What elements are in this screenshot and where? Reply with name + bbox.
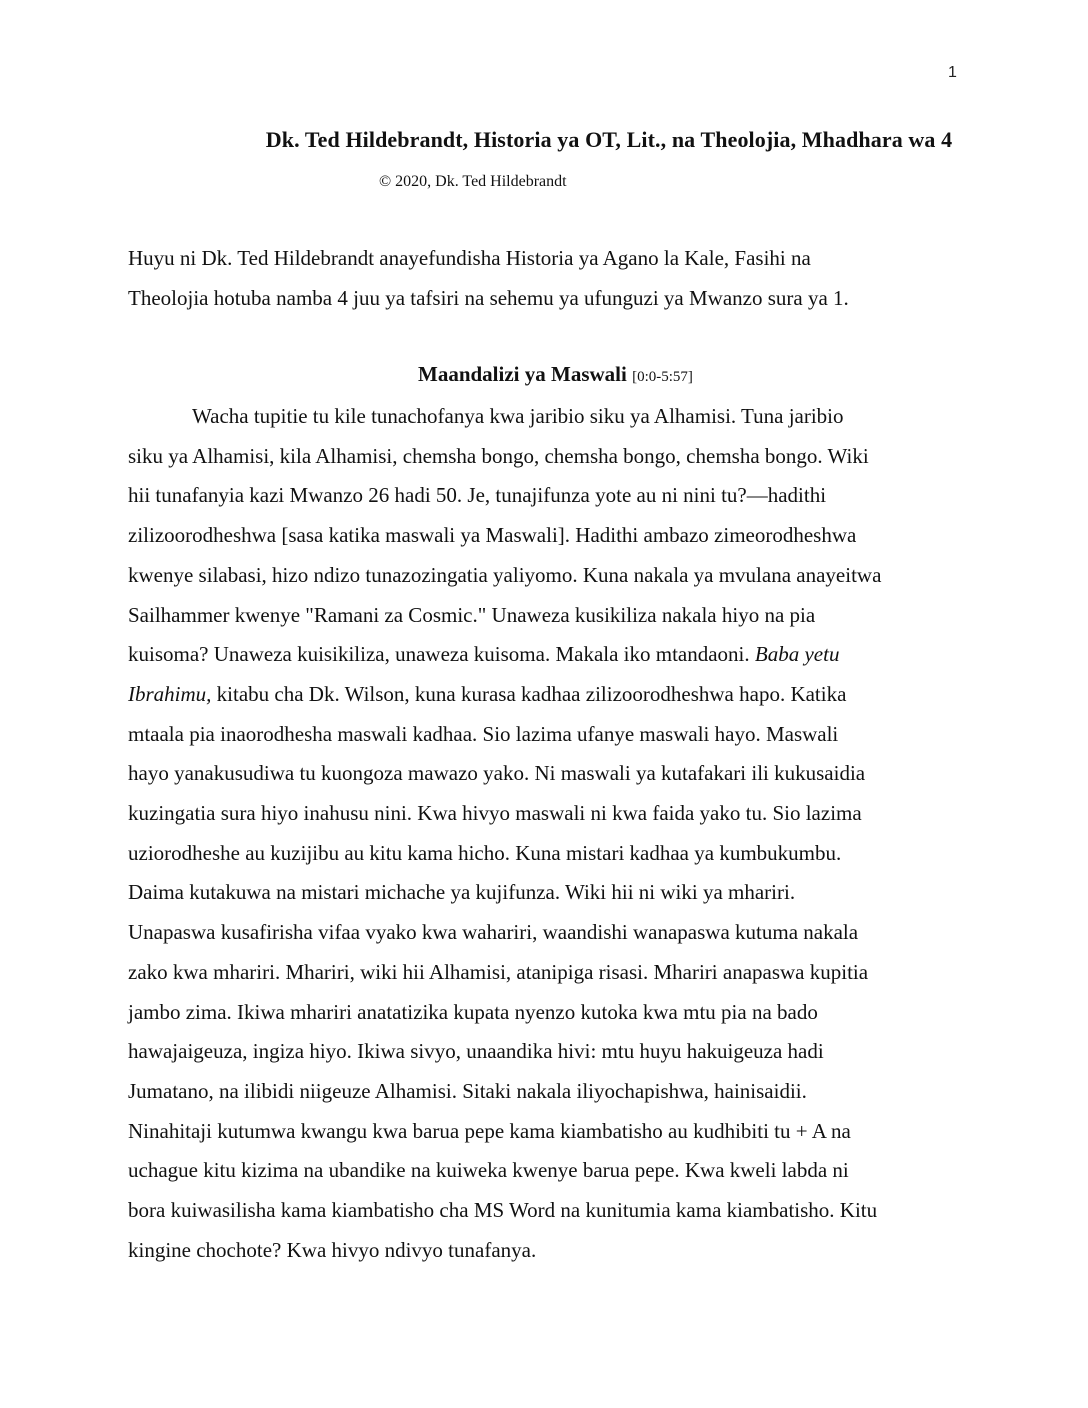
body-paragraph — [128, 397, 958, 1270]
body-line: Wacha tupitie tu kile tunachofanya kwa jaribio siku ya Alhamisi. Tuna jaribio — [192, 404, 844, 428]
body-line: kwenye silabasi, hizo ndizo tunazozingatia yaliyomo. Kuna nakala ya mvulana anayeitwa — [128, 562, 882, 587]
body-line: hawajaigeuza, ingiza hiyo. Ikiwa sivyo, unaandika hivi: mtu huyu hakuigeuza hadi — [128, 1039, 824, 1064]
body-line: bora kuiwasilisha kama kiambatisho cha MS Word na kunitumia kama kiambatisho. Kitu — [128, 1198, 878, 1223]
section-timestamp: [0:0-5:57] — [632, 369, 693, 385]
body-line: kingine chochote? Kwa hivyo ndivyo tunafanya. — [128, 1237, 537, 1262]
document-title-text: Dk. Ted Hildebrandt, Historia ya OT, Lit., na Theolojia, Mhadhara wa 4 — [265, 127, 953, 152]
intro-paragraph — [128, 238, 958, 318]
document-title — [0, 127, 1088, 153]
body-line-text: kuisoma? Unaweza kuisikiliza, unaweza kuisoma. Makala iko mtandaoni. — [128, 642, 750, 667]
body-line: kuzingatia sura hiyo inahusu nini. Kwa hivyo maswali ni kwa faida yako tu. Sio lazima — [128, 801, 862, 826]
italic-book-title: Ibrahimu, — [128, 681, 212, 706]
intro-line: Huyu ni Dk. Ted Hildebrandt anayefundisha Historia ya Agano la Kale, Fasihi na — [128, 246, 811, 270]
body-line: Jumatano, na ilibidi niigeuze Alhamisi. Sitaki nakala iliyochapishwa, hainisaidii. — [128, 1078, 807, 1103]
body-line: Unapaswa kusafirisha vifaa vyako kwa wahariri, waandishi wanapaswa kutuma nakala — [128, 920, 859, 945]
body-line: mtaala pia inaorodhesha maswali kadhaa. Sio lazima ufanye maswali hayo. Maswali — [128, 721, 839, 746]
italic-book-title: Baba yetu — [754, 642, 840, 667]
body-line: Sailhammer kwenye "Ramani za Cosmic." Unaweza kusikiliza nakala hiyo na pia — [128, 602, 816, 627]
body-line: uziorodheshe au kuzijibu au kitu kama hicho. Kuna mistari kadhaa ya kumbukumbu. — [128, 840, 842, 865]
body-line-text: kitabu cha Dk. Wilson, kuna kurasa kadhaa zilizoorodheshwa hapo. Katika — [216, 681, 847, 706]
intro-line: Theolojia hotuba namba 4 juu ya tafsiri na sehemu ya ufunguzi ya Mwanzo sura ya 1. — [128, 286, 849, 310]
body-line: hii tunafanyia kazi Mwanzo 26 hadi 50. Je, tunajifunza yote au ni nini tu?—hadithi — [128, 483, 827, 508]
body-line: zako kwa mhariri. Mhariri, wiki hii Alhamisi, atanipiga risasi. Mhariri anapaswa kupitia — [128, 959, 869, 984]
body-line: uchague kitu kizima na ubandike na kuiweka kwenye barua pepe. Kwa kweli labda ni — [128, 1158, 849, 1183]
body-line: hayo yanakusudiwa tu kuongoza mawazo yako. Ni maswali ya kutafakari ili kukusaidia — [128, 761, 866, 786]
body-line: siku ya Alhamisi, kila Alhamisi, chemsha bongo, chemsha bongo, chemsha bongo. Wiki — [128, 443, 869, 468]
body-line: Ninahitaji kutumwa kwangu kwa barua pepe kama kiambatisho au kudhibiti tu + A na — [128, 1118, 851, 1143]
body-line: jambo zima. Ikiwa mhariri anatatizika kupata nyenzo kutoka kwa mtu pia na bado — [128, 999, 818, 1024]
section-heading — [418, 362, 693, 387]
body-line: zilizoorodheshwa [sasa katika maswali ya Maswali]. Hadithi ambazo zimeorodheshwa — [128, 523, 857, 548]
body-line: Daima kutakuwa na mistari michache ya kujifunza. Wiki hii ni wiki ya mhariri. — [128, 880, 796, 905]
body-line — [128, 635, 958, 675]
body-line — [128, 675, 958, 715]
section-heading-text: Maandalizi ya Maswali — [418, 362, 627, 386]
page-number: 1 — [948, 64, 957, 81]
copyright-line: © 2020, Dk. Ted Hildebrandt — [379, 173, 567, 190]
